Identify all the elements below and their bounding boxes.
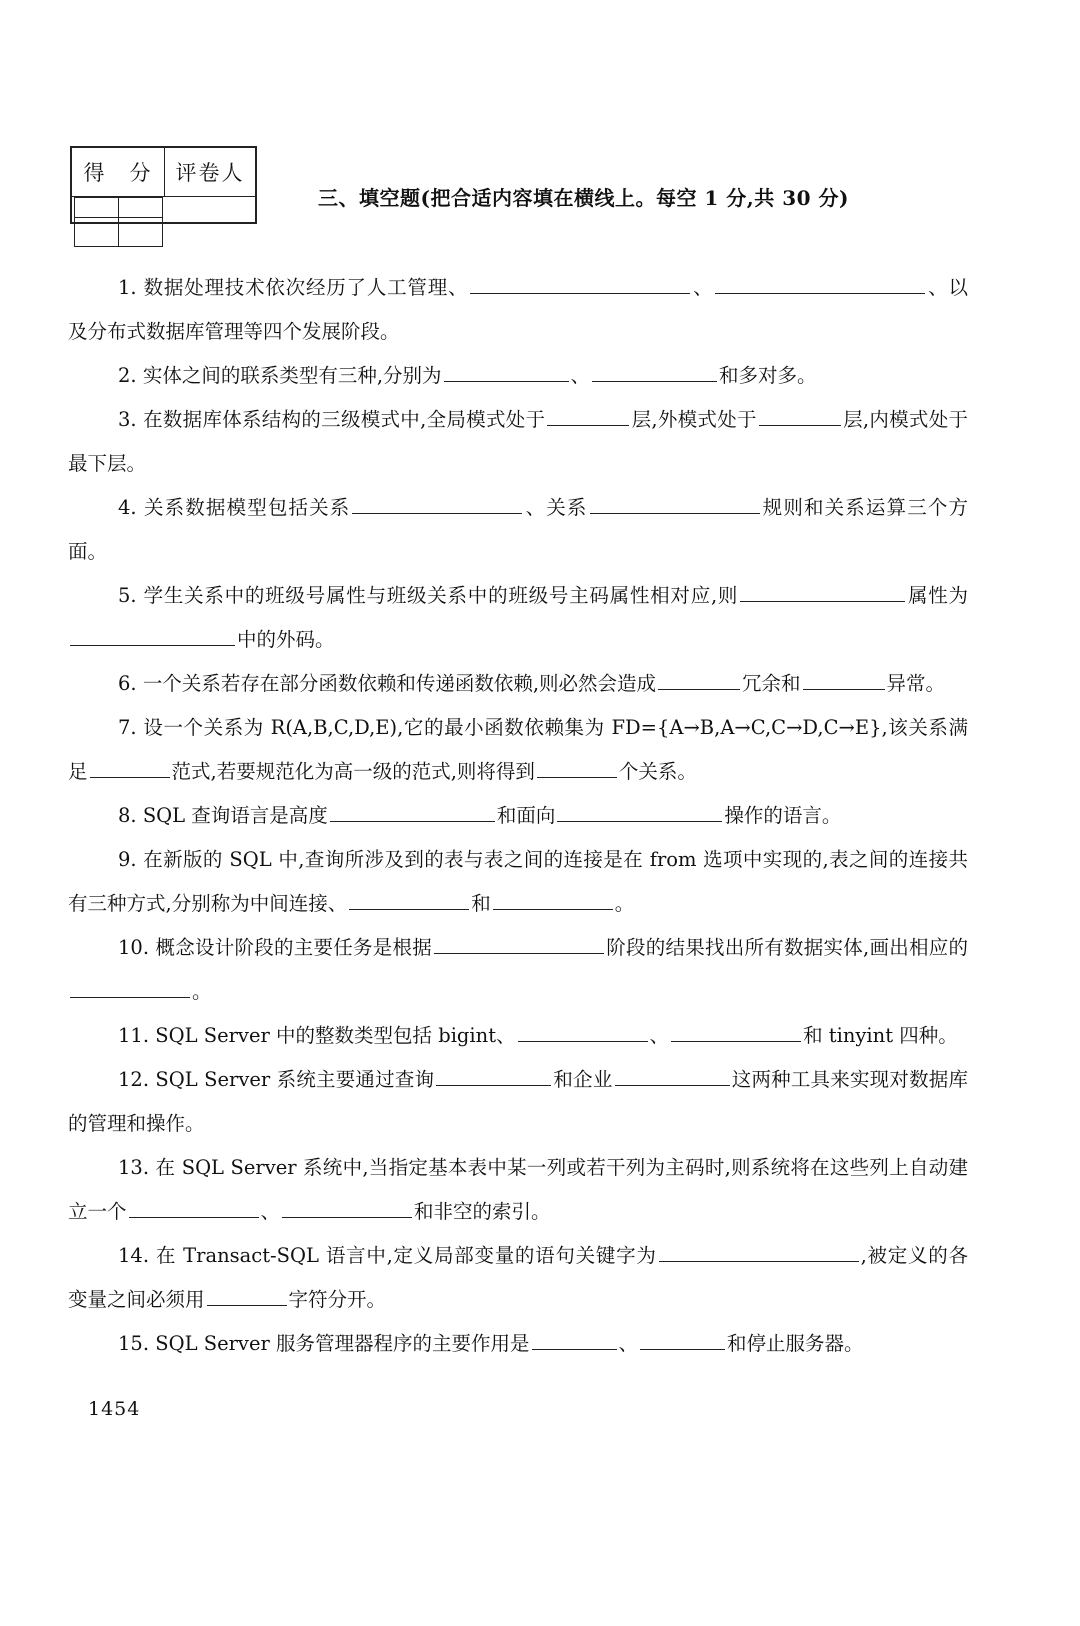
grader-label: 评卷人 bbox=[165, 147, 257, 197]
question-4: 4. 关系数据模型包括关系 、关系 规则和关系运算三个方面。 bbox=[68, 486, 968, 574]
score-box bbox=[70, 146, 257, 224]
question-2: 2. 实体之间的联系类型有三种,分别为 、 和多对多。 bbox=[68, 354, 968, 398]
section-title: 三、填空题(把合适内容填在横线上。每空 1 分,共 30 分) bbox=[318, 186, 849, 210]
question-14: 14. 在 Transact-SQL 语言中,定义局部变量的语句关键字为 ,被定义的各变量之间必须用 字符分开。 bbox=[68, 1234, 968, 1322]
question-15: 15. SQL Server 服务管理器程序的主要作用是 、 和停止服务器。 bbox=[68, 1322, 968, 1366]
answer-blank bbox=[592, 361, 717, 382]
answer-blank bbox=[547, 405, 629, 426]
answer-blank bbox=[658, 669, 740, 690]
question-3: 3. 在数据库体系结构的三级模式中,全局模式处于 层,外模式处于 层,内模式处于最下层。 bbox=[68, 398, 968, 486]
question-10: 10. 概念设计阶段的主要任务是根据 阶段的结果找出所有数据实体,画出相应的。 bbox=[68, 926, 968, 1014]
answer-blank bbox=[493, 889, 613, 910]
answer-blank bbox=[129, 1197, 259, 1218]
question-1: 1. 数据处理技术依次经历了人工管理、 、 、以及分布式数据库管理等四个发展阶段。 bbox=[68, 266, 968, 354]
answer-blank bbox=[70, 977, 190, 998]
grader-cell bbox=[119, 198, 162, 247]
answer-blank bbox=[590, 493, 760, 514]
answer-blank bbox=[90, 757, 170, 778]
answer-blank bbox=[352, 493, 522, 514]
answer-blank bbox=[759, 405, 841, 426]
answer-blank bbox=[330, 801, 495, 822]
answer-blank bbox=[615, 1065, 730, 1086]
answer-blank bbox=[207, 1285, 287, 1306]
answer-blank bbox=[70, 625, 235, 646]
question-8: 8. SQL 查询语言是高度 和面向 操作的语言。 bbox=[68, 794, 968, 838]
score-label: 得 分 bbox=[71, 147, 165, 197]
answer-blank bbox=[434, 933, 604, 954]
score-cell bbox=[75, 198, 119, 247]
question-6: 6. 一个关系若存在部分函数依赖和传递函数依赖,则必然会造成 冗余和 异常。 bbox=[68, 662, 968, 706]
question-11: 11. SQL Server 中的整数类型包括 bigint、 、 和 tinyint 四种。 bbox=[68, 1014, 968, 1058]
answer-blank bbox=[537, 757, 617, 778]
page-number: 1454 bbox=[88, 1398, 141, 1420]
answer-blank bbox=[349, 889, 469, 910]
question-12: 12. SQL Server 系统主要通过查询 和企业 这两种工具来实现对数据库的管理和操作。 bbox=[68, 1058, 968, 1146]
answer-blank bbox=[803, 669, 885, 690]
answer-blank bbox=[470, 273, 690, 294]
question-5: 5. 学生关系中的班级号属性与班级关系中的班级号主码属性相对应,则 属性为中的外码。 bbox=[68, 574, 968, 662]
answer-blank bbox=[532, 1329, 617, 1350]
question-list bbox=[68, 266, 968, 1366]
question-13: 13. 在 SQL Server 系统中,当指定基本表中某一列或若干列为主码时,则系统将在这些列上自动建立一个 、 和非空的索引。 bbox=[68, 1156, 968, 1223]
answer-blank bbox=[715, 273, 925, 294]
question-7: 7. 设一个关系为 R(A,B,C,D,E),它的最小函数依赖集为 FD={A→B,A→C,C→D,C→E},该关系满足 范式,若要规范化为高一级的范式,则将得到 个关系。 bbox=[68, 716, 968, 783]
answer-blank bbox=[518, 1021, 648, 1042]
answer-blank bbox=[659, 1241, 859, 1262]
answer-blank bbox=[557, 801, 722, 822]
answer-blank bbox=[640, 1329, 725, 1350]
answer-blank bbox=[740, 581, 905, 602]
question-9: 9. 在新版的 SQL 中,查询所涉及到的表与表之间的连接是在 from 选项中实现的,表之间的连接共有三种方式,分别称为中间连接、 和 。 bbox=[68, 848, 968, 915]
answer-blank bbox=[282, 1197, 412, 1218]
answer-blank bbox=[436, 1065, 551, 1086]
answer-blank bbox=[671, 1021, 801, 1042]
answer-blank bbox=[444, 361, 569, 382]
